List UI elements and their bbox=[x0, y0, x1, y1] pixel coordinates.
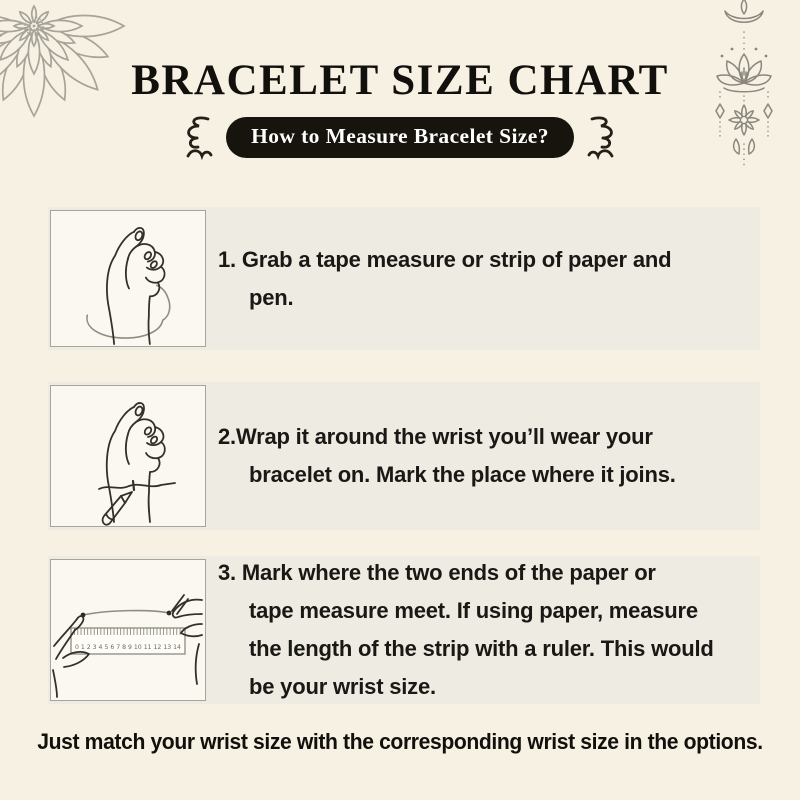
step-3-line-3: the length of the strip with a ruler. This would bbox=[249, 636, 714, 661]
footer-note: Just match your wrist size with the corresponding wrist size in the options. bbox=[37, 729, 763, 754]
right-swirl-flourish-icon bbox=[585, 113, 623, 161]
left-swirl-flourish-icon bbox=[177, 113, 215, 161]
step-2-illustration-box bbox=[50, 385, 206, 527]
step-row-1 bbox=[48, 207, 760, 350]
step-2-line-2: bracelet on. Mark the place where it joins. bbox=[249, 462, 676, 487]
ruler-numbers: 0 1 2 3 4 5 6 7 8 9 10 11 12 13 14 bbox=[75, 644, 182, 651]
step-row-3 bbox=[48, 556, 760, 704]
subtitle-row bbox=[0, 113, 800, 161]
step-1-line-2: pen. bbox=[249, 284, 294, 310]
step-3-text bbox=[218, 556, 760, 704]
step-2-text bbox=[218, 382, 760, 530]
step-3-illustration-box bbox=[50, 559, 206, 701]
hand-pen-marking-icon bbox=[51, 386, 205, 526]
page-title: BRACELET SIZE CHART bbox=[131, 57, 669, 104]
step-3-line-2: tape measure meet. If using paper, measure bbox=[249, 598, 698, 623]
step-2-line-1: 2.Wrap it around the wrist you’ll wear your bbox=[218, 424, 653, 449]
how-to-measure-badge: How to Measure Bracelet Size? bbox=[226, 117, 574, 158]
step-3-line-1: 3. Mark where the two ends of the paper or bbox=[218, 560, 656, 585]
hand-loose-tape-icon bbox=[51, 211, 205, 346]
step-3-line-4: be your wrist size. bbox=[249, 674, 436, 699]
ruler-measuring-icon bbox=[51, 560, 205, 700]
step-1-text bbox=[218, 207, 760, 350]
step-row-2 bbox=[48, 382, 760, 530]
step-1-illustration-box bbox=[50, 210, 206, 347]
step-1-line-1: 1. Grab a tape measure or strip of paper and bbox=[218, 246, 672, 272]
